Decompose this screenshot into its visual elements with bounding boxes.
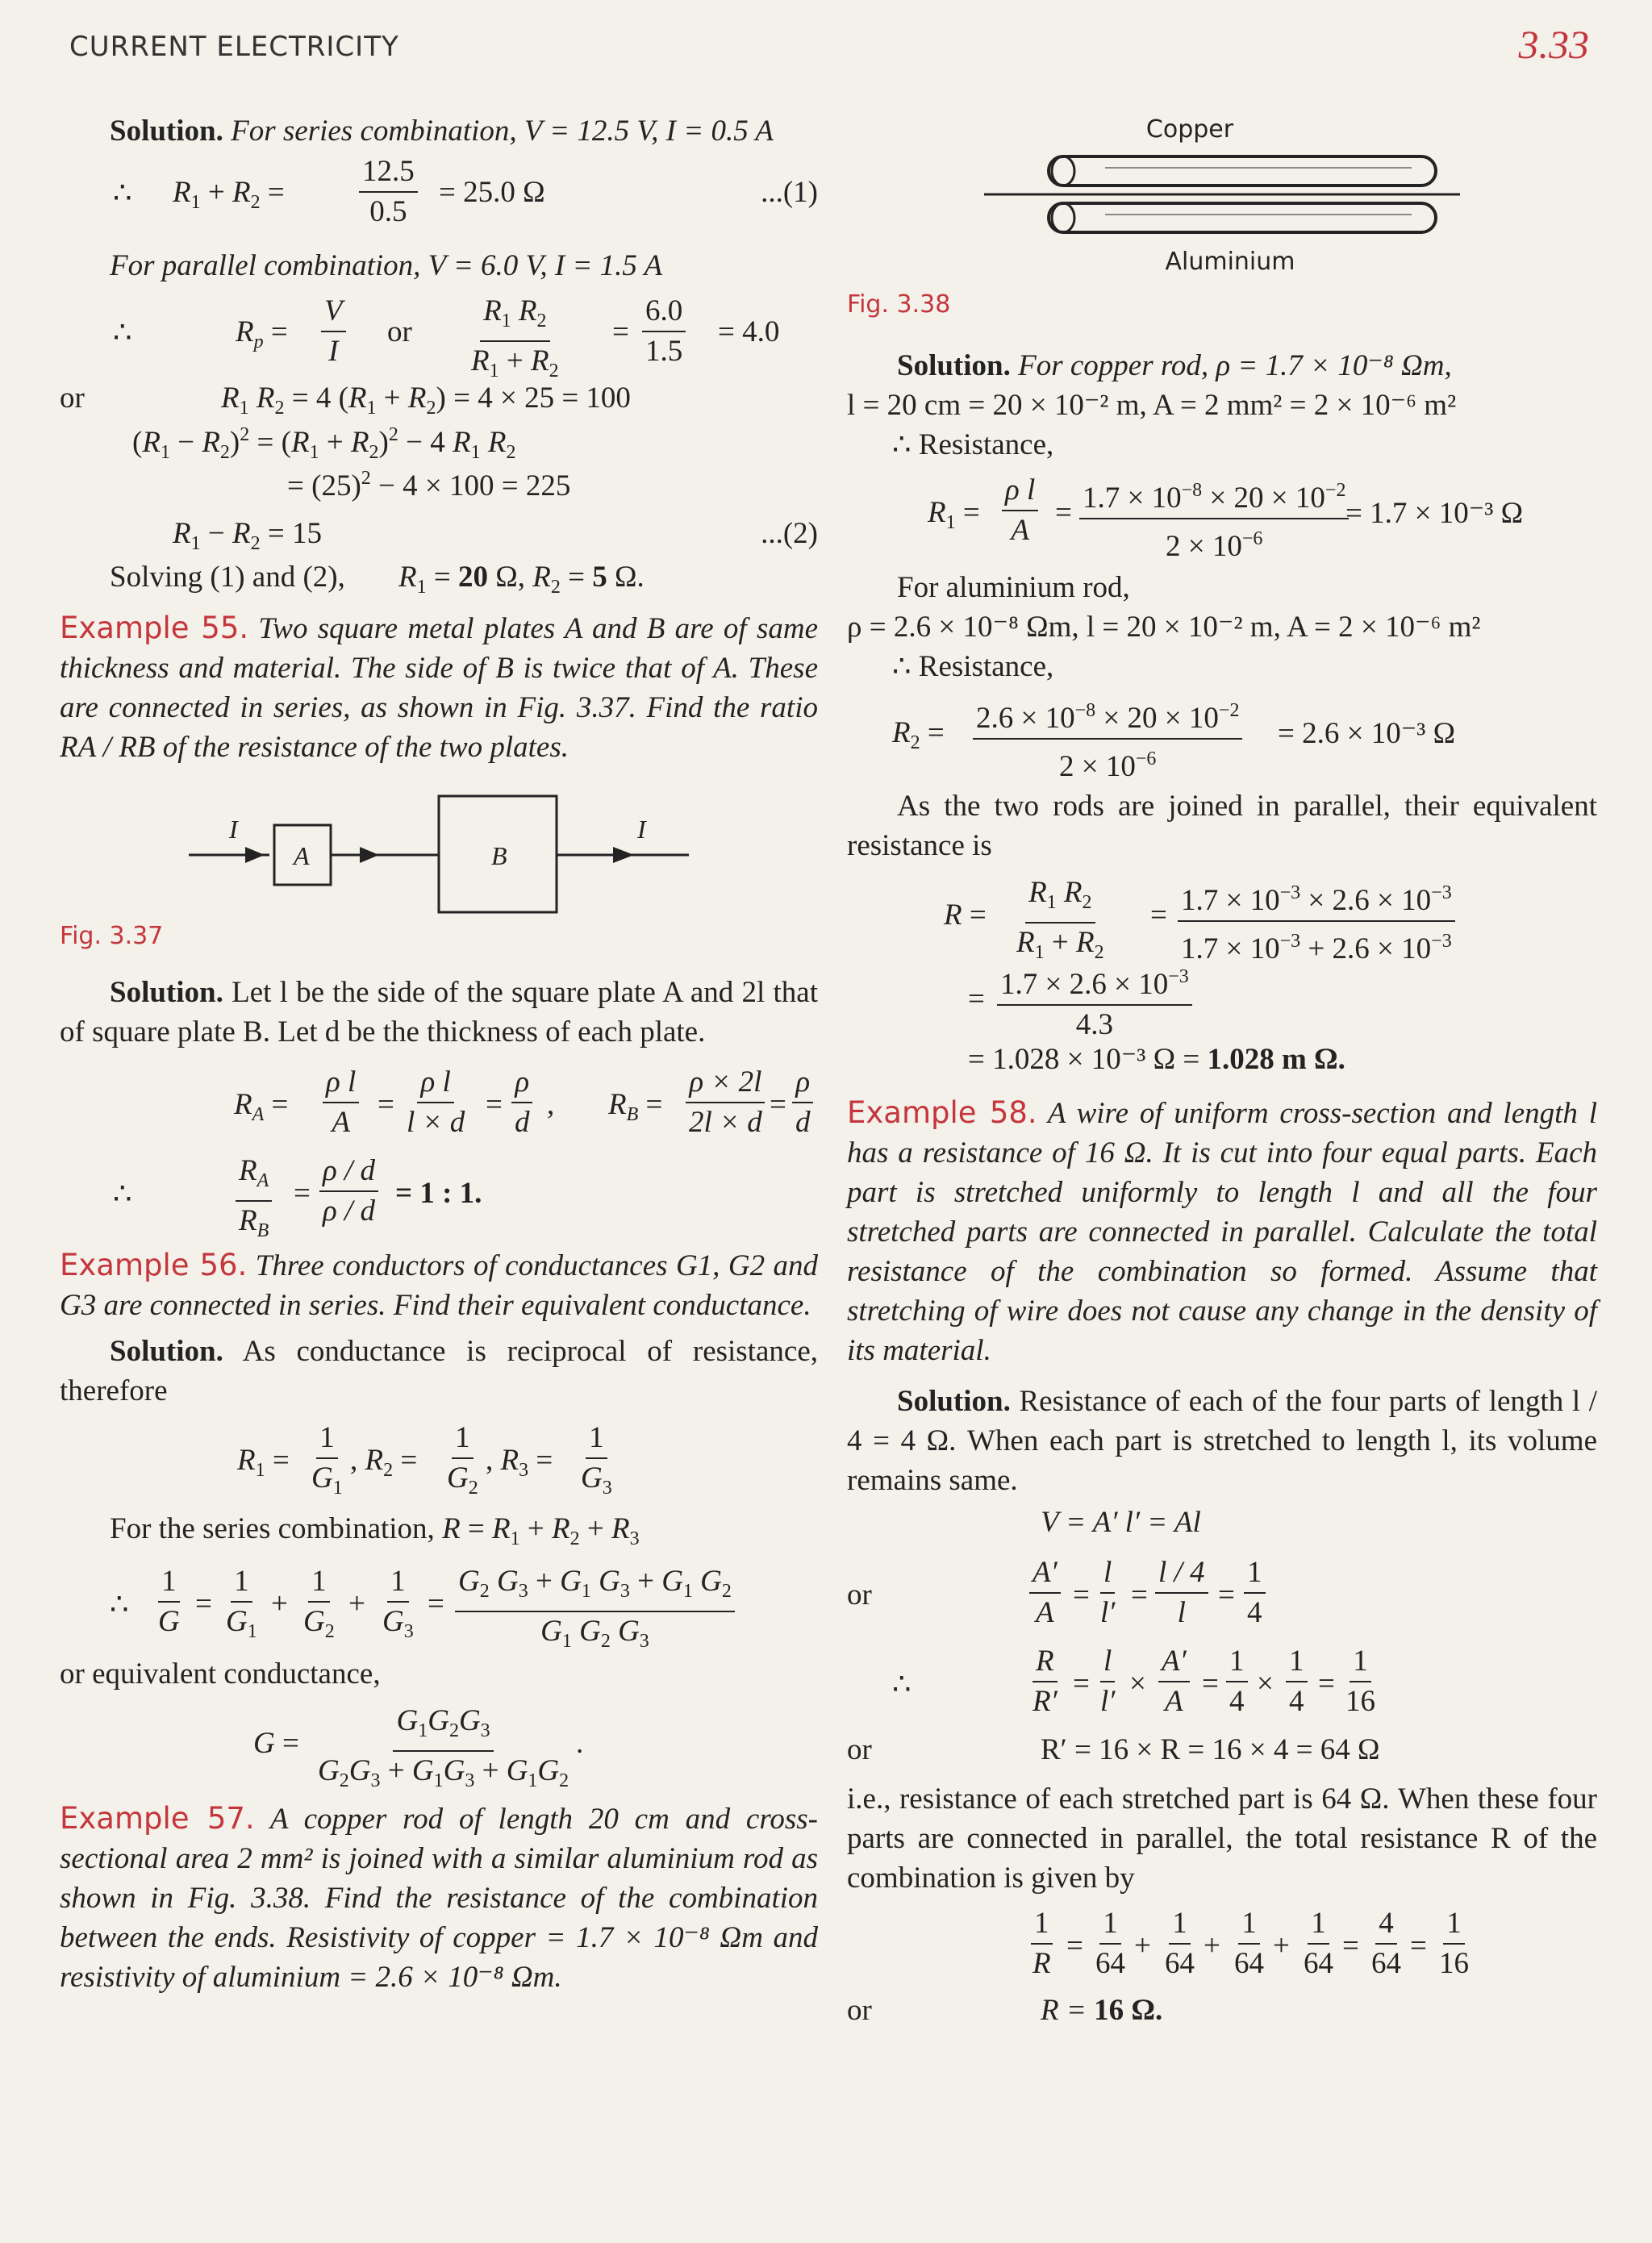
fig-3-37-circuit bbox=[60, 778, 818, 915]
rprime-equation: R′ = 16 × R = 16 × 4 = 64 Ω bbox=[1041, 1733, 1380, 1766]
fig338-aluminium-label: Aluminium bbox=[1165, 248, 1295, 276]
equation-3 bbox=[60, 381, 818, 424]
resistance-label-2: ∴ Resistance, bbox=[892, 650, 1054, 683]
solution-54-intro bbox=[60, 111, 818, 151]
resistance-label-1: ∴ Resistance, bbox=[892, 428, 1054, 461]
solution-55-text: Let l be the side of the square plate A and 2l that of square plate B. Let d be the thickness of each plate. bbox=[60, 976, 818, 1049]
req-final-value: = 1.028 × 10⁻³ Ω = bbox=[968, 1043, 1208, 1076]
equation-ra-rb: $R_A$ = $\frac{\text{ρ l}}{A}$ = $\frac{\text{ρ l}}{l \times d}$ = $\frac{\rho}{d}$ , $R_B$ = $\frac{\rho \times 2l}{2l \times d}$ = $\frac{\rho}{d}$ bbox=[60, 1063, 818, 1147]
solution-label: Solution. bbox=[110, 976, 223, 1009]
eq1-lhs: $R_1 + R_2$ = bbox=[173, 176, 285, 213]
final-lhs: R = bbox=[1041, 1994, 1095, 2027]
eq4-text: $(R_1 - R_2)^2 = (R_1 + R_2)^2 - 4$ $R_1$ $R_2$ bbox=[132, 424, 516, 463]
solution-57 bbox=[847, 346, 1597, 386]
equation-rprime bbox=[847, 1732, 1597, 1776]
therefore-symbol: ∴ bbox=[110, 1588, 129, 1621]
volume-equation: V = A′ l′ = Al bbox=[1041, 1506, 1201, 1539]
solution-label: Solution. bbox=[110, 115, 223, 148]
equation-req-final bbox=[847, 1041, 1597, 1086]
eq6-tag: ...(2) bbox=[761, 517, 818, 550]
equation-volume bbox=[847, 1505, 1597, 1549]
equation-r2: $R_2$ = $\frac{2.6 \times 10^{-8} \times 20 \times 10^{-2}}{2 \times 10^{-6}}$ = 2.6 × 10⁻³ Ω bbox=[847, 690, 1597, 775]
solution-55 bbox=[60, 973, 818, 1052]
aluminium-rod-line: For aluminium rod, bbox=[897, 571, 1130, 604]
six-over-one-five: $\frac{6.0}{1.5}$ bbox=[642, 294, 686, 369]
equation-final bbox=[847, 1993, 1597, 2037]
fig338-copper-label: Copper bbox=[1145, 115, 1234, 144]
eq1-fraction bbox=[359, 154, 418, 230]
fig337-plate-b: B bbox=[491, 841, 507, 870]
ratio-result: = 1 : 1. bbox=[395, 1177, 482, 1210]
example-55 bbox=[60, 608, 818, 767]
equation-1 bbox=[60, 154, 818, 235]
parallel-combination-line: For parallel combination, V = 6.0 V, I = 1.5 A bbox=[110, 249, 663, 282]
solution-label: Solution. bbox=[110, 1335, 223, 1368]
series-combination-text: For the series combination, $R = R_1 + R_2 + R_3$ bbox=[110, 1512, 640, 1549]
equation-rp: ∴ $R_p$ = $\frac{V}{I}$ or $\frac{R_1 R_2}{R_1 + R_2}$ = $\frac{6.0}{1.5}$ = 4.0 bbox=[60, 290, 818, 374]
equation-5 bbox=[60, 468, 818, 511]
equation-req-2: = $\frac{1.7 \times 2.6 \times 10^{-3}}{4.3}$ bbox=[847, 957, 1597, 1038]
example-58 bbox=[847, 1093, 1597, 1370]
solution-58 bbox=[847, 1382, 1597, 1500]
example-57-label: Example 57. bbox=[60, 1801, 255, 1836]
equation-4 bbox=[60, 424, 818, 468]
fig-3-38-rods bbox=[847, 100, 1597, 294]
solving-result: $R_1 = 20$ Ω, $R_2 = 5$ Ω. bbox=[398, 561, 645, 598]
fig337-current-right: I bbox=[637, 815, 646, 844]
example-56-label: Example 56. bbox=[60, 1248, 248, 1282]
solving-label: Solving (1) and (2), bbox=[110, 561, 345, 594]
right-column bbox=[847, 105, 1597, 2037]
ie-text: i.e., resistance of each stretched part is 64 Ω. When these four parts are connected in parallel, the total resistance R of the combination is given by bbox=[847, 1782, 1597, 1895]
equation-req: R = $\frac{R_1 R_2}{R_1 + R_2}$ = $\frac{1.7 \times 10^{-3} \times 2.6 \times 10^{-3}}{1.7 \times 10^{-3} + 2.6 \times 10^{-3}}$ bbox=[847, 872, 1597, 957]
aluminium-values: ρ = 2.6 × 10⁻⁸ Ωm, l = 20 × 10⁻² m, A = 2 × 10⁻⁶ m² bbox=[847, 611, 1481, 644]
solution-56 bbox=[60, 1332, 818, 1411]
or-label: or bbox=[847, 1733, 872, 1766]
eq6-text: $R_1 - R_2 = 15$ bbox=[173, 517, 322, 554]
eq1-num: 12.5 bbox=[359, 154, 418, 193]
solution-text: For series combination, V = 12.5 V, I = 0.5 A bbox=[223, 115, 774, 148]
therefore-symbol: ∴ bbox=[892, 1668, 912, 1701]
or-label: or bbox=[387, 315, 412, 348]
parallel-text: As the two rods are joined in parallel, their equivalent resistance is bbox=[847, 790, 1597, 862]
fig337-current-left: I bbox=[229, 815, 238, 844]
example-55-text: Two square metal plates A and B are of same thickness and material. The side of B is twice that of A. These are connected in series, as shown in Fig. 3.37. Find the ratio RA / RB of the resistance of the two plates. bbox=[60, 612, 819, 764]
example-57-text: A copper rod of length 20 cm and cross-sectional area 2 mm² is joined with a similar aluminium rod as shown in Fig. 3.38. Find the resistance of the combination between the ends. Resistivity of copper = 1.7 × 10⁻⁸ Ωm and resistivity of aluminium = 2.6 × 10⁻⁸ Ωm. bbox=[60, 1803, 818, 1994]
series-combination-line bbox=[60, 1509, 818, 1559]
equation-parallel-sum: $\frac{1}{R}$ = $\frac{1}{64}$ + $\frac{1}{64}$ + $\frac{1}{64}$ + $\frac{1}{64}$ = $\frac{4}{64}$ = $\frac{1}{16}$ bbox=[1032, 1907, 1469, 1980]
chapter-title: CURRENT ELECTRICITY bbox=[69, 31, 399, 63]
therefore-symbol: ∴ bbox=[113, 177, 132, 210]
example-57 bbox=[60, 1799, 818, 1997]
equation-r1: $R_1$ = $\frac{\text{ρ l}}{A}$ = $\frac{1.7 \times 10^{-8} \times 20 \times 10^{-2}}{2 \times 10^{-6}}$ = 1.7 × 10⁻³ Ω bbox=[928, 473, 1524, 563]
req-final-bold: 1.028 m Ω. bbox=[1207, 1043, 1345, 1076]
equation-reciprocals: $R_1$ = $\frac{1}{G_1}$ , $R_2$ = $\frac{1}{G_2}$ , $R_3$ = $\frac{1}{G_3}$ bbox=[237, 1421, 612, 1499]
solution-label: Solution. bbox=[897, 349, 1011, 382]
therefore-symbol: ∴ bbox=[113, 316, 132, 349]
equation-ratio: ∴ $\frac{R_A}{R_B}$ = $\frac{\rho / d}{\rho / d}$ = 1 : 1. bbox=[113, 1154, 482, 1241]
eq3-text: $R_1$ $R_2 = 4$ $(R_1 + R_2) = 4 \times 25 = 100$ bbox=[221, 381, 631, 419]
or-label: or bbox=[847, 1994, 872, 2027]
example-58-text: A wire of uniform cross-section and length l has a resistance of 16 Ω. It is cut into four equal parts. Each part is stretched uniformly to length l and all the four stretched parts are connected in parallel. Calculate the total resistance of the combination so formed. Assume that stretching of wire does not cause any change in the density of its material. bbox=[847, 1097, 1598, 1367]
eq1-rhs: = 25.0 Ω bbox=[439, 176, 545, 209]
example-58-label: Example 58. bbox=[847, 1095, 1037, 1130]
eq1-tag: ...(1) bbox=[761, 176, 818, 209]
solving-line bbox=[60, 560, 818, 603]
fig-3-37-caption: Fig. 3.37 bbox=[60, 922, 164, 950]
equation-area-ratio: or $\frac{A'}{A}$ = $\frac{l}{l'}$ = $\frac{l / 4}{l}$ = $\frac{1}{4}$ bbox=[847, 1553, 1597, 1637]
equation-6 bbox=[60, 516, 818, 560]
solution-57-text: For copper rod, ρ = 1.7 × 10⁻⁸ Ωm, bbox=[1010, 349, 1452, 382]
fig-3-38-caption: Fig. 3.38 bbox=[847, 290, 951, 319]
page-number: 3.33 bbox=[1518, 22, 1589, 67]
or-label: or bbox=[60, 381, 85, 415]
equation-r-ratio: ∴ $\frac{R}{R'}$ = $\frac{l}{l'}$ × $\frac{A'}{A}$ = $\frac{1}{4}$ × $\frac{1}{4}$ = $\frac{1}{16}$ bbox=[892, 1645, 1375, 1718]
solution-58-text: Resistance of each of the four parts of length l / 4 = 4 Ω. When each part is stretched to length l, its volume remains same. bbox=[847, 1385, 1597, 1497]
solution-label: Solution. bbox=[897, 1385, 1011, 1418]
equation-1-over-g: ∴ $\frac{1}{G}$ = $\frac{1}{G_1}$ + $\frac{1}{G_2}$ + $\frac{1}{G_3}$ = $\frac{G_2 G_3 + G_1 G_3 + G_1 G_2}{G_1 G_2 G_3}$ bbox=[60, 1562, 818, 1646]
left-column bbox=[60, 105, 818, 1997]
r1r2-over-sum: $\frac{R_1 R_2}{R_1 + R_2}$ bbox=[471, 294, 559, 381]
final-result: 16 Ω. bbox=[1094, 1994, 1163, 2027]
equivalent-conductance-line: or equivalent conductance, bbox=[60, 1657, 381, 1691]
r1-result: = 1.7 × 10⁻³ Ω bbox=[1345, 497, 1524, 530]
equation-g: G = $\frac{G_1G_2G_3}{G_2G_3 + G_1G_3 + G_1G_2}$ . bbox=[253, 1704, 584, 1791]
therefore-symbol: ∴ bbox=[113, 1178, 132, 1211]
fig337-plate-a: A bbox=[294, 841, 310, 870]
eq1-den: 0.5 bbox=[369, 195, 407, 228]
or-label: or bbox=[847, 1578, 872, 1611]
rp-lhs: $R_p$ = bbox=[236, 315, 288, 352]
example-56-text: Three conductors of conductances G1, G2 and G3 are connected in series. Find their equivalent conductance. bbox=[60, 1249, 819, 1322]
r2-result: = 2.6 × 10⁻³ Ω bbox=[1278, 717, 1456, 750]
v-over-i: $\frac{V}{I}$ bbox=[321, 294, 346, 369]
eq5-text: = $(25)^2 - 4 \times 100 = 225$ bbox=[287, 468, 571, 502]
solution-56-text: As conductance is reciprocal of resistance, therefore bbox=[60, 1335, 818, 1407]
example-56 bbox=[60, 1245, 818, 1325]
copper-values: l = 20 cm = 20 × 10⁻² m, A = 2 mm² = 2 × 10⁻⁶ m² bbox=[847, 389, 1457, 422]
example-55-label: Example 55. bbox=[60, 611, 249, 645]
